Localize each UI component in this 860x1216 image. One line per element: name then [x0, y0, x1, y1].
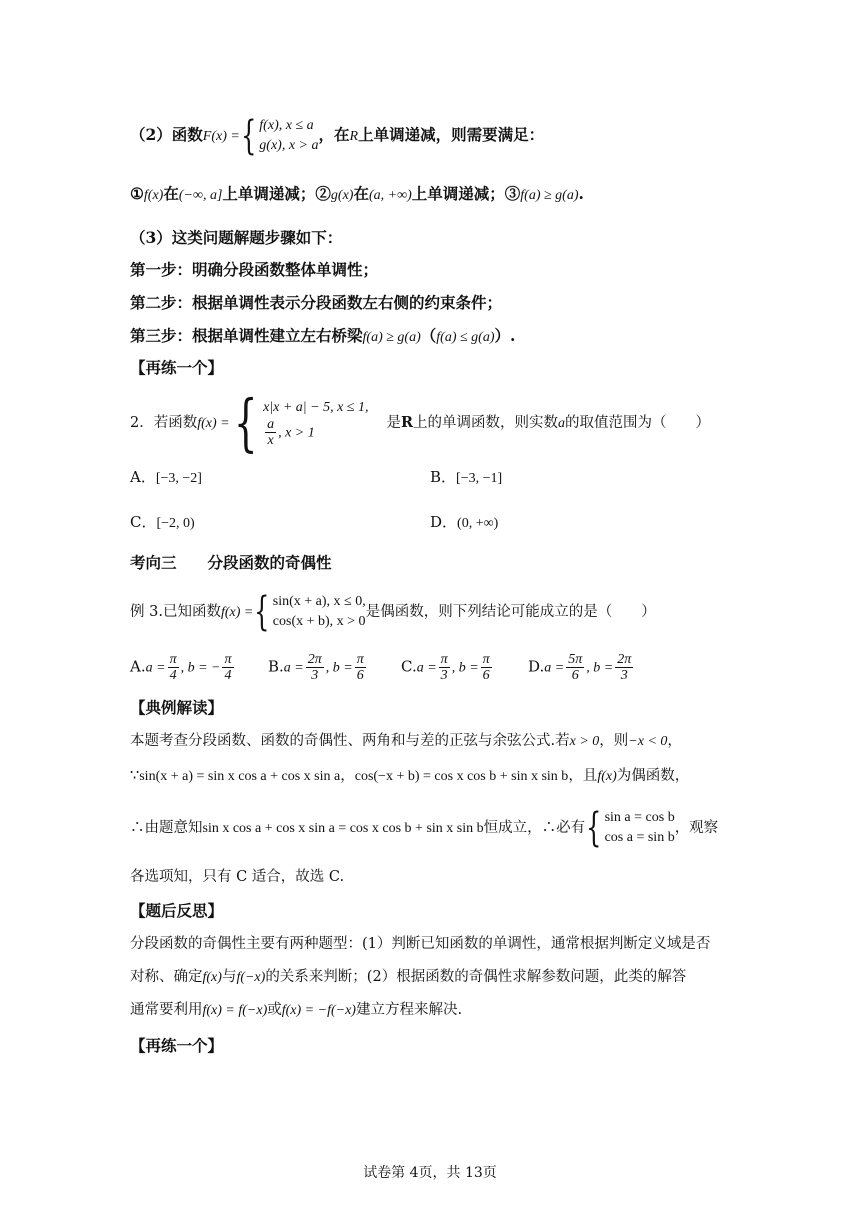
reading-l2-mid: ，且 — [568, 768, 598, 784]
condition-1-f: f(x) — [143, 188, 164, 203]
example-3-option-d[interactable] — [528, 652, 635, 683]
option-label: D． — [430, 513, 458, 531]
option-a-frac — [439, 652, 450, 683]
reading-l3-mid: 恒成立，∴必有 — [483, 820, 586, 836]
reading-l2-math2: cos(−x + b) = cos x cos b + sin x sin b — [354, 769, 569, 784]
option-a-pre: a = — [416, 660, 437, 676]
condition-1-marker: ① — [130, 184, 144, 203]
item2-line — [130, 113, 545, 159]
reading-l3-therefore: ∴由题意知 — [130, 820, 203, 836]
reflection-l3-a: 通常要利用 — [130, 1002, 203, 1018]
option-label: D. — [528, 657, 545, 676]
reading-l3-end: ，观察 — [674, 820, 719, 836]
example-3-case1: sin(x + a), x ≤ 0, — [272, 594, 366, 609]
reading-line-1 — [130, 730, 682, 753]
example-3-fx: f(x) = — [220, 605, 254, 620]
practice-1-option-d[interactable] — [430, 511, 498, 532]
reading-l2-end: 为偶函数， — [616, 768, 690, 784]
option-a-pre: a = — [544, 660, 565, 676]
option-a-frac — [168, 652, 179, 683]
example-3-option-a[interactable] — [130, 652, 236, 683]
option-b-pre: , b = — [586, 660, 614, 676]
frac-den: 3 — [620, 668, 628, 683]
reading-l3-case2: cos a = sin b — [604, 830, 675, 845]
reflection-l3-math1: f(x) = f(−x) — [202, 1003, 268, 1018]
frac-num: π — [440, 652, 448, 667]
option-a-frac — [306, 652, 324, 683]
frac-num: π — [224, 652, 232, 667]
condition-2-interval: (a, +∞) — [368, 188, 412, 203]
option-label: C. — [401, 657, 417, 676]
step-3-paren-open: （ — [420, 326, 437, 345]
example-3-suffix: 是偶函数，则下列结论可能成立的是（ ） — [365, 604, 656, 620]
option-label: C． — [130, 513, 157, 531]
practice-1-R: R — [400, 414, 414, 431]
reflection-header: 【题后反思】 — [130, 901, 224, 920]
frac-den: 6 — [482, 668, 490, 683]
reading-l1-math2: −x < 0 — [628, 734, 668, 749]
item2-prefix: （2）函数 — [130, 125, 203, 144]
step-3-math-1: f(a) ≥ g(a) — [362, 330, 421, 345]
option-b-frac — [222, 652, 233, 683]
frac-den: 4 — [224, 668, 232, 683]
condition-3-end: . — [578, 184, 584, 203]
practice-1-mid2: 上的单调函数，则实数 — [413, 415, 559, 431]
reading-l1-mid: ，则 — [599, 733, 629, 749]
option-b-frac — [355, 652, 366, 683]
step-3-text: 第三步：根据单调性建立左右桥梁 — [130, 326, 363, 345]
reading-l3-cases: { sin a = cos b cos a = sin b — [586, 805, 675, 851]
item2-R: R — [349, 129, 359, 144]
condition-2-text: 上单调递减；③ — [411, 184, 521, 203]
practice-2-header: 【再练一个】 — [130, 1036, 224, 1055]
option-a-pre: a = — [145, 660, 166, 676]
reflection-l2-math2: f(−x) — [236, 970, 266, 985]
practice-1-case2-cond: , x > 1 — [278, 425, 315, 440]
frac-den: 6 — [571, 668, 579, 683]
step-3-math-2: f(a) ≤ g(a) — [436, 330, 495, 345]
practice-1-fx: f(x) = — [197, 416, 230, 431]
reflection-l3-c: 建立方程来解决. — [355, 1002, 463, 1018]
option-a-frac — [566, 652, 584, 683]
condition-2-g: g(x) — [330, 188, 354, 203]
reflection-line-3 — [130, 999, 462, 1022]
reading-header: 【典例解读】 — [130, 698, 224, 717]
condition-3-inequality: f(a) ≥ g(a) — [520, 188, 579, 203]
reading-l1-math1: x > 0 — [569, 734, 600, 749]
practice-1-frac-num: a — [267, 416, 275, 432]
practice-1-option-b[interactable] — [430, 466, 502, 487]
option-b-frac — [615, 652, 633, 683]
option-value: [−2, 0) — [156, 516, 195, 531]
option-label: B． — [430, 468, 457, 486]
reading-l1-end: ， — [667, 733, 682, 749]
option-b-pre: , b = — [325, 660, 353, 676]
example-3-option-b[interactable] — [268, 652, 368, 683]
frac-den: 6 — [356, 668, 364, 683]
reading-line-3 — [130, 805, 719, 851]
frac-num: π — [169, 652, 177, 667]
item2-cases: { f(x), x ≤ a g(x), x > a — [240, 113, 319, 159]
option-a-pre: a = — [283, 660, 304, 676]
reading-line-2 — [130, 765, 689, 788]
practice-1-mid1: 是 — [386, 415, 401, 431]
option-b-pre: , b = — [451, 660, 479, 676]
reading-l2-sep: ， — [340, 768, 355, 784]
practice-1-question — [130, 386, 711, 459]
condition-1-zai: 在 — [163, 184, 179, 203]
reflection-line-1: 分段函数的奇偶性主要有两种题型：(1）判断已知函数的单调性，通常根据判断定义域是否 — [130, 936, 711, 952]
example-3-question — [130, 589, 656, 635]
practice-1-cases: { x|x + a| − 5, x ≤ 1, $\frac{a}{x}$ , x > 1 — [233, 386, 369, 459]
page-footer: 试卷第 4页，共 13页 — [363, 1165, 497, 1181]
frac-num: 5π — [568, 652, 583, 667]
reading-line-4: 各选项知，只有 C 适合，故选 C. — [130, 869, 345, 885]
step-2: 第二步：根据单调性表示分段函数左右侧的约束条件； — [130, 293, 503, 312]
item2-case1: f(x), x ≤ a — [259, 118, 314, 133]
frac-num: 2π — [617, 652, 632, 667]
reflection-l2-c: 的关系来判断；(2）根据函数的奇偶性求解参数问题，此类的解答 — [265, 969, 687, 985]
frac-num: π — [356, 652, 364, 667]
reflection-l2-math1: f(x) — [202, 970, 222, 985]
reflection-l2-a: 对称、确定 — [130, 969, 203, 985]
reflection-l3-math2: f(x) = −f(−x) — [281, 1003, 356, 1018]
practice-1-frac-den: x — [267, 432, 274, 448]
item2-Fx: F(x) = — [202, 129, 240, 144]
item2-case2: g(x), x > a — [259, 138, 319, 153]
reflection-line-2 — [130, 966, 686, 989]
option-b-pre: , b = − — [180, 660, 221, 676]
because-symbol: ∵ — [130, 768, 140, 784]
reading-l3-case1: sin a = cos b — [604, 810, 675, 825]
frac-den: 3 — [440, 668, 448, 683]
reading-l3-math1: sin x cos a + cos x sin a = cos x cos b + sin x sin b — [202, 821, 484, 836]
practice-1-prefix: 2．若函数 — [130, 415, 198, 431]
reflection-l3-b: 或 — [267, 1002, 282, 1018]
option-label: B. — [268, 657, 284, 676]
frac-num: 2π — [307, 652, 322, 667]
condition-2-zai: 在 — [353, 184, 369, 203]
example-3-prefix: 例 3.已知函数 — [130, 604, 221, 620]
steps-header: （3）这类问题解题步骤如下： — [130, 228, 343, 247]
reading-l1-text: 本题考查分段函数、函数的奇偶性、两角和与差的正弦与余弦公式.若 — [130, 733, 570, 749]
step-3-paren-close: ）. — [494, 326, 516, 345]
step-1: 第一步：明确分段函数整体单调性； — [130, 260, 379, 279]
reading-l2-math3: f(x) — [597, 769, 617, 784]
option-value: [−3, −2] — [155, 471, 202, 486]
example-3-case2: cos(x + b), x > 0 — [272, 614, 366, 629]
reading-l2-math1: sin(x + a) = sin x cos a + cos x sin a — [139, 769, 341, 784]
frac-den: 4 — [169, 668, 177, 683]
option-label: A. — [130, 657, 146, 676]
option-value: [−3, −1] — [456, 471, 503, 486]
example-3-option-c[interactable] — [401, 652, 494, 683]
step-3 — [130, 325, 515, 349]
conditions-line — [130, 183, 584, 207]
practice-1-case1: x|x + a| − 5, x ≤ 1, — [263, 399, 369, 415]
practice-1-header: 【再练一个】 — [130, 358, 224, 377]
item2-mid: ，在 — [318, 125, 350, 144]
practice-1-end: 的取值范围为（ ） — [565, 415, 711, 431]
option-value: (0, +∞) — [457, 516, 499, 531]
practice-1-option-a[interactable] — [130, 466, 202, 487]
practice-1-a: a — [558, 416, 566, 431]
condition-1-interval: (−∞, a] — [178, 188, 223, 203]
frac-num: π — [482, 652, 490, 667]
option-label: A． — [130, 468, 156, 486]
item2-suffix: 上单调递减，则需要满足： — [358, 125, 545, 144]
practice-1-frac — [265, 417, 276, 448]
practice-1-option-c[interactable] — [130, 511, 195, 532]
reflection-l2-b: 与 — [221, 969, 237, 985]
condition-1-text: 上单调递减；② — [222, 184, 331, 203]
section-3-title: 考向三 分段函数的奇偶性 — [130, 553, 332, 572]
frac-den: 3 — [311, 668, 319, 683]
example-3-cases: { sin(x + a), x ≤ 0, cos(x + b), x > 0 — [254, 589, 366, 635]
option-b-frac — [481, 652, 492, 683]
